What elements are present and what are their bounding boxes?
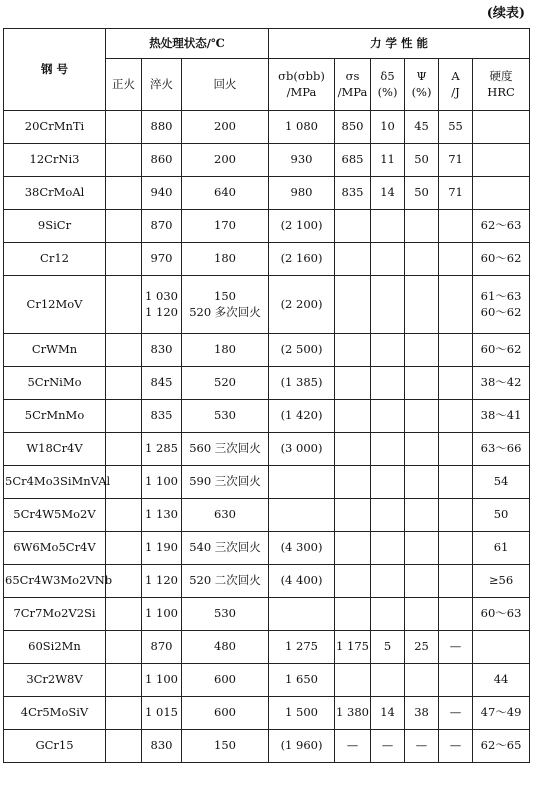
cell-normalize xyxy=(106,433,142,466)
cell-temper: 150 520 多次回火 xyxy=(182,276,269,334)
cell-psi: 25 xyxy=(405,631,439,664)
cell-impact-energy xyxy=(439,565,473,598)
cell-sigma-s xyxy=(335,466,371,499)
cell-steel-grade: 4Cr5MoSiV xyxy=(4,697,106,730)
cell-psi xyxy=(405,532,439,565)
cell-sigma-s xyxy=(335,565,371,598)
cell-sigma-s: 835 xyxy=(335,177,371,210)
cell-temper: 480 xyxy=(182,631,269,664)
cell-impact-energy xyxy=(439,276,473,334)
cell-steel-grade: CrWMn xyxy=(4,334,106,367)
cell-delta5: 14 xyxy=(371,177,405,210)
cell-impact-energy xyxy=(439,499,473,532)
cell-sigma-b xyxy=(269,598,335,631)
col-impact-energy: A /J xyxy=(439,59,473,111)
cell-sigma-b: 980 xyxy=(269,177,335,210)
cell-hardness: 60～63 xyxy=(473,598,530,631)
cell-impact-energy xyxy=(439,433,473,466)
cell-impact-energy: 55 xyxy=(439,111,473,144)
cell-psi xyxy=(405,334,439,367)
cell-sigma-b: (4 400) xyxy=(269,565,335,598)
col-sigma-b: σb(σbb) /MPa xyxy=(269,59,335,111)
cell-normalize xyxy=(106,276,142,334)
table-row xyxy=(4,367,530,400)
cell-quench: 1 285 xyxy=(142,433,182,466)
cell-quench: 835 xyxy=(142,400,182,433)
cell-normalize xyxy=(106,177,142,210)
cell-quench: 940 xyxy=(142,177,182,210)
cell-sigma-b: (1 420) xyxy=(269,400,335,433)
cell-temper: 600 xyxy=(182,697,269,730)
cell-psi xyxy=(405,400,439,433)
cell-sigma-b: 1 275 xyxy=(269,631,335,664)
cell-normalize xyxy=(106,631,142,664)
cell-psi: 45 xyxy=(405,111,439,144)
cell-steel-grade: 5Cr4W5Mo2V xyxy=(4,499,106,532)
cell-impact-energy xyxy=(439,210,473,243)
cell-psi xyxy=(405,499,439,532)
cell-sigma-s xyxy=(335,532,371,565)
cell-quench: 970 xyxy=(142,243,182,276)
cell-steel-grade: W18Cr4V xyxy=(4,433,106,466)
table-row xyxy=(4,532,530,565)
cell-hardness: 38～41 xyxy=(473,400,530,433)
cell-steel-grade: 20CrMnTi xyxy=(4,111,106,144)
cell-temper: 560 三次回火 xyxy=(182,433,269,466)
table-row xyxy=(4,177,530,210)
cell-hardness: 62～63 xyxy=(473,210,530,243)
cell-steel-grade: 38CrMoAl xyxy=(4,177,106,210)
cell-steel-grade: 65Cr4W3Mo2VNb xyxy=(4,565,106,598)
cell-hardness xyxy=(473,177,530,210)
table-row xyxy=(4,276,530,334)
table-row xyxy=(4,210,530,243)
col-normalize: 正火 xyxy=(106,59,142,111)
cell-impact-energy xyxy=(439,532,473,565)
cell-sigma-s: 1 175 xyxy=(335,631,371,664)
cell-delta5 xyxy=(371,367,405,400)
cell-delta5: 10 xyxy=(371,111,405,144)
cell-impact-energy xyxy=(439,334,473,367)
cell-psi xyxy=(405,243,439,276)
cell-sigma-s xyxy=(335,210,371,243)
cell-sigma-b: 1 080 xyxy=(269,111,335,144)
cell-steel-grade: 9SiCr xyxy=(4,210,106,243)
table-row xyxy=(4,730,530,763)
cell-normalize xyxy=(106,334,142,367)
cell-normalize xyxy=(106,111,142,144)
cell-delta5 xyxy=(371,276,405,334)
cell-steel-grade: 7Cr7Mo2V2Si xyxy=(4,598,106,631)
cell-quench: 1 015 xyxy=(142,697,182,730)
cell-normalize xyxy=(106,697,142,730)
cell-sigma-b: (2 160) xyxy=(269,243,335,276)
cell-psi xyxy=(405,367,439,400)
cell-hardness: 60～62 xyxy=(473,243,530,276)
cell-normalize xyxy=(106,210,142,243)
cell-impact-energy xyxy=(439,367,473,400)
cell-quench: 1 120 xyxy=(142,565,182,598)
cell-sigma-s xyxy=(335,598,371,631)
cell-impact-energy: 71 xyxy=(439,177,473,210)
cell-sigma-b: (2 200) xyxy=(269,276,335,334)
cell-impact-energy xyxy=(439,243,473,276)
cell-delta5 xyxy=(371,532,405,565)
cell-sigma-s xyxy=(335,664,371,697)
cell-hardness: 63～66 xyxy=(473,433,530,466)
cell-temper: 520 二次回火 xyxy=(182,565,269,598)
cell-impact-energy: — xyxy=(439,697,473,730)
cell-hardness: ≥56 xyxy=(473,565,530,598)
cell-quench: 1 100 xyxy=(142,598,182,631)
cell-sigma-s: 685 xyxy=(335,144,371,177)
cell-sigma-b: (1 960) xyxy=(269,730,335,763)
table-row xyxy=(4,565,530,598)
cell-delta5: 5 xyxy=(371,631,405,664)
cell-temper: 180 xyxy=(182,334,269,367)
cell-sigma-b: (1 385) xyxy=(269,367,335,400)
cell-quench: 845 xyxy=(142,367,182,400)
cell-temper: 150 xyxy=(182,730,269,763)
cell-quench: 1 030 1 120 xyxy=(142,276,182,334)
cell-steel-grade: 5CrMnMo xyxy=(4,400,106,433)
cell-psi: 50 xyxy=(405,144,439,177)
cell-temper: 200 xyxy=(182,144,269,177)
table-row xyxy=(4,144,530,177)
header-row-1 xyxy=(4,29,530,59)
cell-sigma-b: 1 650 xyxy=(269,664,335,697)
cell-delta5 xyxy=(371,466,405,499)
cell-hardness: 62～65 xyxy=(473,730,530,763)
cell-quench: 1 190 xyxy=(142,532,182,565)
cell-sigma-s xyxy=(335,276,371,334)
col-psi: Ψ (%) xyxy=(405,59,439,111)
cell-steel-grade: 6W6Mo5Cr4V xyxy=(4,532,106,565)
col-steel-grade: 钢 号 xyxy=(4,29,106,111)
cell-normalize xyxy=(106,367,142,400)
cell-normalize xyxy=(106,499,142,532)
cell-hardness xyxy=(473,631,530,664)
cell-psi: — xyxy=(405,730,439,763)
cell-steel-grade: GCr15 xyxy=(4,730,106,763)
cell-hardness: 61 xyxy=(473,532,530,565)
col-temper: 回火 xyxy=(182,59,269,111)
cell-psi xyxy=(405,210,439,243)
table-row xyxy=(4,499,530,532)
cell-delta5 xyxy=(371,334,405,367)
cell-impact-energy: 71 xyxy=(439,144,473,177)
table-row xyxy=(4,243,530,276)
cell-delta5 xyxy=(371,664,405,697)
cell-psi xyxy=(405,598,439,631)
cell-sigma-s: — xyxy=(335,730,371,763)
cell-sigma-s xyxy=(335,400,371,433)
cell-delta5 xyxy=(371,598,405,631)
cell-steel-grade: 5Cr4Mo3SiMnVAl xyxy=(4,466,106,499)
cell-sigma-b: 930 xyxy=(269,144,335,177)
cell-psi: 50 xyxy=(405,177,439,210)
cell-temper: 180 xyxy=(182,243,269,276)
cell-hardness xyxy=(473,111,530,144)
cell-steel-grade: 5CrNiMo xyxy=(4,367,106,400)
cell-temper: 530 xyxy=(182,400,269,433)
cell-psi xyxy=(405,433,439,466)
table-row xyxy=(4,111,530,144)
cell-temper: 170 xyxy=(182,210,269,243)
cell-delta5 xyxy=(371,565,405,598)
cell-steel-grade: 12CrNi3 xyxy=(4,144,106,177)
cell-quench: 1 130 xyxy=(142,499,182,532)
cell-sigma-s xyxy=(335,334,371,367)
cell-delta5 xyxy=(371,433,405,466)
cell-quench: 830 xyxy=(142,730,182,763)
cell-delta5: — xyxy=(371,730,405,763)
cell-delta5 xyxy=(371,400,405,433)
cell-sigma-s xyxy=(335,433,371,466)
cell-temper: 630 xyxy=(182,499,269,532)
cell-normalize xyxy=(106,664,142,697)
table-row xyxy=(4,334,530,367)
cell-temper: 520 xyxy=(182,367,269,400)
cell-impact-energy xyxy=(439,466,473,499)
cell-hardness: 50 xyxy=(473,499,530,532)
cell-psi xyxy=(405,466,439,499)
cell-psi xyxy=(405,276,439,334)
cell-sigma-b: (4 300) xyxy=(269,532,335,565)
cell-sigma-b: (2 500) xyxy=(269,334,335,367)
col-delta5: δ5 (%) xyxy=(371,59,405,111)
cell-impact-energy xyxy=(439,598,473,631)
cell-sigma-s: 1 380 xyxy=(335,697,371,730)
cell-sigma-s xyxy=(335,243,371,276)
cell-quench: 870 xyxy=(142,210,182,243)
table-row xyxy=(4,664,530,697)
cell-delta5 xyxy=(371,210,405,243)
cell-delta5: 11 xyxy=(371,144,405,177)
col-heat-treatment: 热处理状态/℃ xyxy=(106,29,269,59)
cell-temper: 200 xyxy=(182,111,269,144)
cell-quench: 870 xyxy=(142,631,182,664)
cell-normalize xyxy=(106,144,142,177)
cell-normalize xyxy=(106,466,142,499)
table-row xyxy=(4,433,530,466)
cell-delta5 xyxy=(371,243,405,276)
cell-steel-grade: 60Si2Mn xyxy=(4,631,106,664)
cell-steel-grade: Cr12MoV xyxy=(4,276,106,334)
cell-temper: 590 三次回火 xyxy=(182,466,269,499)
cell-temper: 530 xyxy=(182,598,269,631)
cell-steel-grade: Cr12 xyxy=(4,243,106,276)
cell-hardness: 54 xyxy=(473,466,530,499)
cell-quench: 1 100 xyxy=(142,664,182,697)
cell-normalize xyxy=(106,400,142,433)
cell-temper: 600 xyxy=(182,664,269,697)
cell-psi xyxy=(405,664,439,697)
cell-psi: 38 xyxy=(405,697,439,730)
cell-temper: 640 xyxy=(182,177,269,210)
cell-quench: 1 100 xyxy=(142,466,182,499)
cell-sigma-b: (3 000) xyxy=(269,433,335,466)
cell-sigma-s: 850 xyxy=(335,111,371,144)
cell-delta5 xyxy=(371,499,405,532)
cell-sigma-b xyxy=(269,499,335,532)
cell-psi xyxy=(405,565,439,598)
cell-impact-energy xyxy=(439,400,473,433)
cell-sigma-b: 1 500 xyxy=(269,697,335,730)
steel-properties-table xyxy=(3,28,530,763)
cell-normalize xyxy=(106,730,142,763)
col-sigma-s: σs /MPa xyxy=(335,59,371,111)
table-row xyxy=(4,697,530,730)
cell-temper: 540 三次回火 xyxy=(182,532,269,565)
cell-hardness: 47～49 xyxy=(473,697,530,730)
cell-normalize xyxy=(106,532,142,565)
cell-hardness: 38～42 xyxy=(473,367,530,400)
cell-impact-energy xyxy=(439,664,473,697)
continued-label: (续表) xyxy=(486,6,525,21)
cell-delta5: 14 xyxy=(371,697,405,730)
cell-steel-grade: 3Cr2W8V xyxy=(4,664,106,697)
cell-impact-energy: — xyxy=(439,730,473,763)
cell-quench: 860 xyxy=(142,144,182,177)
col-hardness: 硬度 HRC xyxy=(473,59,530,111)
cell-normalize xyxy=(106,598,142,631)
cell-hardness xyxy=(473,144,530,177)
cell-sigma-b: (2 100) xyxy=(269,210,335,243)
table-body xyxy=(4,111,530,763)
table-row xyxy=(4,631,530,664)
cell-quench: 830 xyxy=(142,334,182,367)
table-row xyxy=(4,400,530,433)
cell-sigma-s xyxy=(335,499,371,532)
table-row xyxy=(4,466,530,499)
cell-quench: 880 xyxy=(142,111,182,144)
cell-sigma-b xyxy=(269,466,335,499)
cell-impact-energy: — xyxy=(439,631,473,664)
cell-hardness: 60～62 xyxy=(473,334,530,367)
cell-sigma-s xyxy=(335,367,371,400)
col-quench: 淬火 xyxy=(142,59,182,111)
col-mechanical-properties: 力 学 性 能 xyxy=(269,29,530,59)
cell-normalize xyxy=(106,243,142,276)
cell-hardness: 44 xyxy=(473,664,530,697)
cell-hardness: 61～63 60～62 xyxy=(473,276,530,334)
table-row xyxy=(4,598,530,631)
